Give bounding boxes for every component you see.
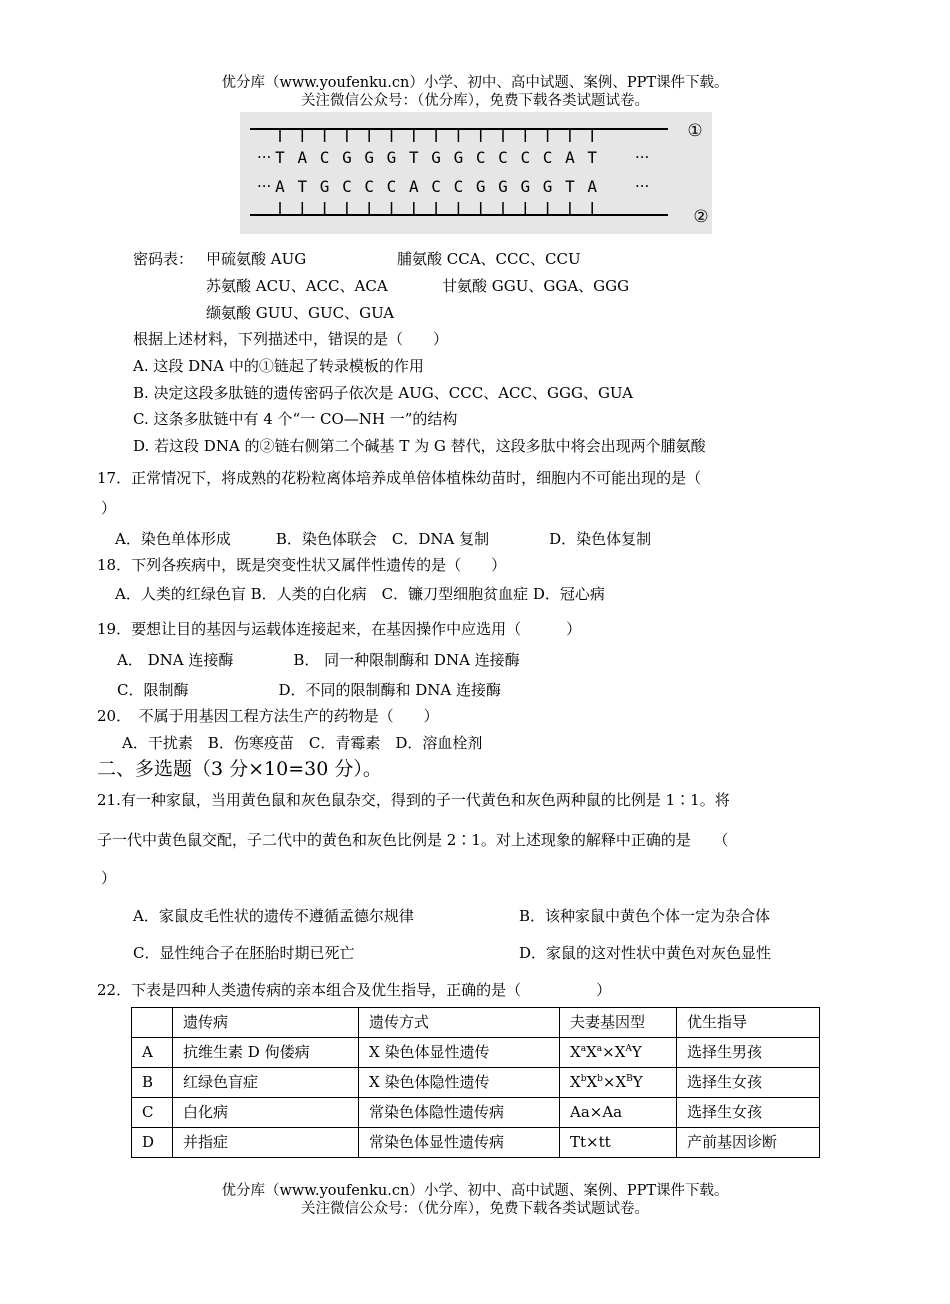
strand-1-base: G	[364, 148, 375, 167]
strand-2-left-ellipsis: ···	[257, 177, 272, 195]
table-row	[132, 1098, 820, 1128]
genotype-part: X	[570, 1073, 581, 1092]
strand-1-base: A	[565, 148, 575, 167]
strand-2-base: C	[364, 177, 375, 196]
codon-val: 缬氨酸 GUU、GUC、GUA	[206, 304, 395, 322]
q19-options-row-1: A． DNA 连接酶 B． 同一种限制酶和 DNA 连接酶	[117, 651, 520, 669]
genotype-cell	[560, 1068, 677, 1098]
q22-table	[131, 1007, 820, 1158]
disease-cell: 红绿色盲症	[173, 1068, 359, 1098]
genotype-sup: A	[625, 1044, 632, 1055]
dna-diagram	[240, 112, 712, 234]
advice-cell: 选择生男孩	[677, 1038, 820, 1068]
mode-cell: 常染色体隐性遗传病	[359, 1098, 560, 1128]
table-row	[132, 1068, 820, 1098]
genotype-sup: a	[596, 1044, 603, 1055]
q21-line-2: 子一代中黄色鼠交配，子二代中的黄色和灰色比例是 2∶1。对上述现象的解释中正确的是 （	[97, 831, 729, 849]
header-line-2: 关注微信公众号：（优分库），免费下载各类试题试卷。	[301, 93, 649, 109]
codon-pro: 脯氨酸 CCA、CCC、CCU	[397, 250, 581, 268]
strand-1-base: G	[431, 148, 441, 167]
genotype-part: ×X	[602, 1073, 627, 1092]
row-label: B	[132, 1068, 173, 1098]
advice-cell: 选择生女孩	[677, 1068, 820, 1098]
section-2-title: 二、多选题（3 分×10=30 分）。	[97, 758, 382, 780]
disease-cell: 白化病	[173, 1098, 359, 1128]
q16-option-a: A. 这段 DNA 中的①链起了转录模板的作用	[133, 357, 424, 375]
q21-line-1: 21.有一种家鼠，当用黄色鼠和灰色鼠杂交，得到的子一代黄色和灰色两种鼠的比例是 1∶1。将	[97, 791, 730, 809]
q21-option-a: A．家鼠皮毛性状的遗传不遵循孟德尔规律	[133, 907, 414, 925]
genotype-part: Y	[632, 1073, 643, 1092]
strand-1-base: C	[542, 148, 553, 167]
strand-1-base: T	[408, 148, 419, 167]
q17-stem: 17．正常情况下，将成熟的花粉粒离体培养成单倍体植株幼苗时，细胞内不可能出现的是（	[97, 469, 702, 487]
q19-stem: 19．要想让目的基因与运载体连接起来，在基因操作中应选用（ ）	[97, 620, 582, 638]
q16-stem: 根据上述材料，下列描述中，错误的是（ ）	[133, 330, 449, 348]
strand-1-base: C	[319, 148, 330, 167]
q21-line-3: ）	[101, 869, 117, 887]
table-row	[132, 1038, 820, 1068]
q21-option-b: B．该种家鼠中黄色个体一定为杂合体	[519, 907, 771, 925]
strand-1-base: T	[587, 148, 598, 167]
footer-line-1: 优分库（www.youfenku.cn）小学、初中、高中试题、案例、PPT课件下载。	[221, 1183, 729, 1199]
q21-option-c: C．显性纯合子在胚胎时期已死亡	[133, 944, 355, 962]
q19-options-row-2: C．限制酶 D．不同的限制酶和 DNA 连接酶	[117, 681, 502, 699]
strand-2-base: A	[587, 177, 598, 196]
strand-2-base: G	[475, 177, 486, 196]
q16-option-c: C. 这条多肽链中有 4 个“一 CO—NH 一”的结构	[133, 410, 458, 428]
q20-options: A．干扰素 B．伤寒疫苗 C．青霉素 D．溶血栓剂	[122, 734, 483, 752]
strand-2-base: T	[297, 177, 308, 196]
genotype-sup: b	[580, 1074, 587, 1085]
table-header-cell: 遗传方式	[359, 1008, 560, 1038]
disease-cell: 抗维生素 D 佝偻病	[173, 1038, 359, 1068]
strand-1-left-ellipsis: ···	[257, 148, 272, 166]
q18-options: A．人类的红绿色盲 B．人类的白化病 C．镰刀型细胞贫血症 D．冠心病	[115, 585, 605, 603]
codon-met: 甲硫氨酸 AUG	[206, 250, 307, 268]
table-header-row	[132, 1008, 820, 1038]
advice-cell: 选择生女孩	[677, 1098, 820, 1128]
strand-2-base: A	[275, 177, 285, 196]
strand-1-right-ellipsis: ···	[635, 148, 650, 166]
disease-cell: 并指症	[173, 1128, 359, 1158]
strand-2-base: C	[342, 177, 352, 196]
strand-2-right-ellipsis: ···	[635, 177, 650, 195]
strand-2-base: C	[386, 177, 397, 196]
table-row	[132, 1128, 820, 1158]
q17-options: A．染色单体形成 B．染色体联会 C．DNA 复制 D．染色体复制	[115, 530, 652, 548]
strand-2-base: G	[498, 177, 508, 196]
mode-cell: 常染色体显性遗传病	[359, 1128, 560, 1158]
table-header-cell: 优生指导	[677, 1008, 820, 1038]
strand-1-label: ①	[687, 121, 703, 141]
dna-figure	[240, 112, 712, 234]
genotype-cell: Aa×Aa	[560, 1098, 677, 1128]
genotype-cell	[560, 1038, 677, 1068]
q18-stem: 18．下列各疾病中，既是突变性状又属伴性遗传的是（ ）	[97, 556, 507, 574]
genotype-part: X	[570, 1043, 581, 1062]
q17-stem-tail: ）	[101, 499, 117, 517]
row-label: A	[132, 1038, 173, 1068]
q22-stem: 22．下表是四种人类遗传病的亲本组合及优生指导，正确的是（ ）	[97, 981, 612, 999]
strand-2-base: G	[319, 177, 330, 196]
genotype-sup: B	[626, 1074, 633, 1085]
genotype-part: X	[586, 1043, 597, 1062]
footer-line-2: 关注微信公众号：（优分库），免费下载各类试题试卷。	[301, 1201, 649, 1217]
genotype-sup: a	[580, 1044, 587, 1055]
q20-stem: 20． 不属于用基因工程方法生产的药物是（ ）	[97, 707, 439, 725]
strand-2-base: G	[520, 177, 531, 196]
advice-cell: 产前基因诊断	[677, 1128, 820, 1158]
mode-cell: X 染色体显性遗传	[359, 1038, 560, 1068]
strand-1-base: T	[275, 148, 285, 167]
header-line-1: 优分库（www.youfenku.cn）小学、初中、高中试题、案例、PPT课件下载。	[221, 75, 729, 91]
strand-1-base: G	[453, 148, 464, 167]
q21-option-d: D．家鼠的这对性状中黄色对灰色显性	[519, 944, 772, 962]
genotype-part: Y	[631, 1043, 642, 1062]
codon-gly: 甘氨酸 GGU、GGA、GGG	[442, 277, 630, 295]
strand-1-base: C	[475, 148, 486, 167]
genotype-cell: Tt×tt	[560, 1128, 677, 1158]
strand-2-base: A	[408, 177, 419, 196]
genotype-part: X	[586, 1073, 598, 1092]
table-header-cell	[132, 1008, 173, 1038]
strand-2-base: G	[542, 177, 553, 196]
strand-1-base: C	[520, 148, 531, 167]
codon-thr: 苏氨酸 ACU、ACC、ACA	[206, 277, 388, 295]
strand-2-base: C	[453, 177, 464, 196]
mode-cell: X 染色体隐性遗传	[359, 1068, 560, 1098]
strand-2-base: C	[431, 177, 441, 196]
strand-2-label: ②	[693, 207, 709, 227]
strand-1-base: A	[297, 148, 308, 167]
q16-option-b: B. 决定这段多肽链的遗传密码子依次是 AUG、CCC、ACC、GGG、GUA	[133, 384, 633, 402]
strand-1-base: C	[498, 148, 508, 167]
strand-1-base: G	[386, 148, 397, 167]
strand-1-base: G	[342, 148, 352, 167]
genotype-part: ×X	[602, 1043, 626, 1062]
q16-option-d: D. 若这段 DNA 的②链右侧第二个碱基 T 为 G 替代，这段多肽中将会出现两个脯氨酸	[133, 437, 706, 455]
row-label: C	[132, 1098, 173, 1128]
genotype-sup: b	[597, 1074, 603, 1085]
table-header-cell: 夫妻基因型	[560, 1008, 677, 1038]
strand-2-base: T	[565, 177, 575, 196]
codon-table-label: 密码表：	[133, 250, 194, 268]
table-header-cell: 遗传病	[173, 1008, 359, 1038]
row-label: D	[132, 1128, 173, 1158]
